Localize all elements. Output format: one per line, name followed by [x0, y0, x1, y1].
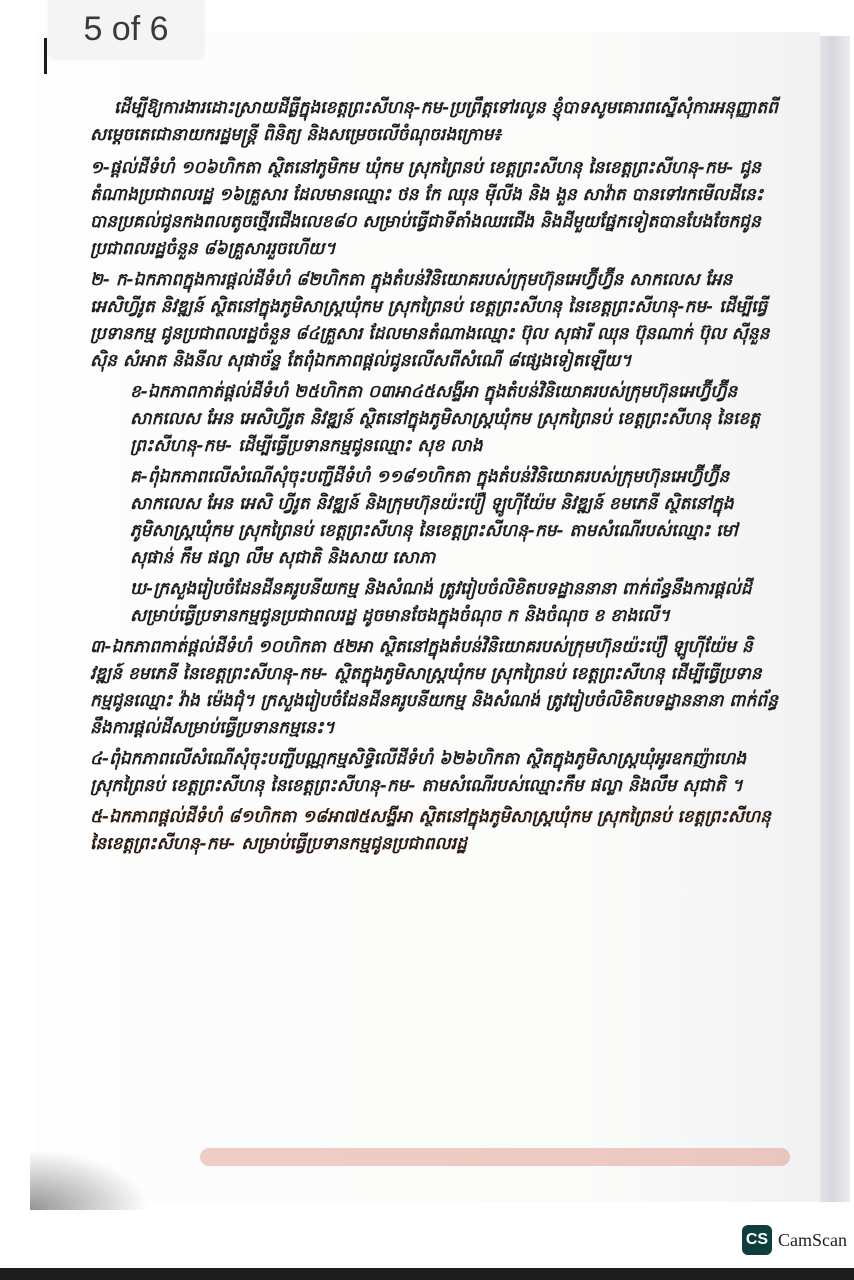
camscanner-name: CamScan: [778, 1229, 847, 1250]
page-counter-badge: [48, 0, 204, 58]
page-counter-text: 5 of 6: [83, 9, 169, 48]
item-4: ៤-ពុំឯកភាពលើសំណើសុំចុះបញ្ជីបណ្ណកម្មសិទ្ធិលើដីទំហំ ៦២៦ហិកតា ស្ថិតក្នុងភូមិសាស្ត្រឃុំអូរឧកញ៉ាហេង ស្រុកព្រៃនប់ ខេត្តព្រះសីហនុ នៃខេត្តព្រះសីហនុ-កម- តាមសំណើរបស់ឈ្មោះកឹម ផល្លា និងលឹម សុជាតិ ។: [90, 749, 747, 796]
camscanner-logo-icon: CS: [742, 1225, 772, 1255]
camscanner-watermark: [742, 1225, 847, 1255]
item-3: ៣-ឯកភាពកាត់ផ្តល់ដីទំហំ ១០ហិកតា ៥២អា ស្ថិតនៅក្នុងតំបន់វិនិយោគរបស់ក្រុមហ៊ុនយ៉ះប៉ឿ ឡូហ៊ីយ៉ែម និវឌ្ឍន៍ ខមភេនី នៃខេត្តព្រះសីហនុ-កម- ស្ថិតក្នុងភូមិសាស្ត្រឃុំកម ស្រុកព្រៃនប់ ខេត្តព្រះសីហនុ ដើម្បីធ្វើប្រទានកម្មជូនឈ្មោះ វ៉ាង ម៉េងជុំ។ ក្រសួងរៀបចំដែនដីនគរូបនីយកម្ម និងសំណង់ ត្រូវរៀបចំលិខិតបទដ្ឋាននានា ពាក់ព័ន្ធនឹងការផ្តល់ដីសម្រាប់ធ្វើប្រទានកម្មនេះ។: [90, 637, 778, 738]
intro-paragraph: ដើម្បីឱ្យការងារដោះស្រាយដីធ្លីក្នុងខេត្តព្រះសីហនុ-កម-ប្រព្រឹត្តទៅរលូន ខ្ញុំបាទសូមគោរពស្នើសុំការអនុញ្ញាតពី សម្តេចតេជោនាយករដ្ឋមន្ត្រី ពិនិត្យ និងសម្រេចលើចំណុចរងក្រោម៖: [90, 98, 778, 145]
page-edge: [820, 36, 850, 1202]
item-2d: ឃ-ក្រសួងរៀបចំដែនដីនគរូបនីយកម្ម និងសំណង់ ត្រូវរៀបចំលិខិតបទដ្ឋាននានា ពាក់ព័ន្ធនឹងការផ្តល់ដី សម្រាប់ធ្វើប្រទានកម្មជូនប្រជាពលរដ្ឋ ដូចមានចែងក្នុងចំណុច ក និងចំណុច ខ ខាងលើ។: [130, 579, 752, 626]
item-5: ៥-ឯកភាពផ្តល់ដីទំហំ ៨១ហិកតា ១៨អា៧៥សង្ទីអា ស្ថិតនៅក្នុងភូមិសាស្ត្រឃុំកម ស្រុកព្រៃនប់ ខេត្តព្រះសីហនុ នៃខេត្តព្រះសីហនុ-កម- សម្រាប់ធ្វើប្រទានកម្មជូនប្រជាពលរដ្ឋ: [90, 807, 771, 854]
margin-mark: [44, 38, 47, 74]
corner-shadow: [30, 1150, 150, 1210]
document-body: [90, 95, 780, 862]
bottom-bar: [0, 1268, 854, 1280]
item-1: ១-ផ្តល់ដីទំហំ ១០៦ហិកតា ស្ថិតនៅភូមិកម ឃុំកម ស្រុកព្រៃនប់ ខេត្តព្រះសីហនុ នៃខេត្តព្រះសីហនុ-កម- ជូនតំណាងប្រជាពលរដ្ឋ ១៦គ្រួសារ ដែលមានឈ្មោះ ថន កែ ឈុន ម៉ីលីង និង ងួន សាវ៉ាត បានទៅរកមើលដីនេះបានប្រគល់ជូនកងពលតូចថ្មើរជើងលេខ៨០ សម្រាប់ធ្វើជាទីតាំងឈរជើង និងដីមួយផ្នែកទៀតបានបែងចែកជូនប្រជាពលរដ្ឋចំនួន ៨៦គ្រួសាររួចហើយ។: [90, 158, 764, 259]
item-2b: ខ-ឯកភាពកាត់ផ្តល់ដីទំហំ ២៥ហិកតា ០៣អា៤៥សង្ទីអា ក្នុងតំបន់វិនិយោគរបស់ក្រុមហ៊ុនអេហ្វ៊ីហ្វ៊ីន សាកលេស អែន អេសិហ្វីរូត និវឌ្ឍន៍ ស្ថិតនៅក្នុងភូមិសាស្ត្រឃុំកម ស្រុកព្រៃនប់ ខេត្តព្រះសីហនុ នៃខេត្តព្រះសីហនុ-កម- ដើម្បីធ្វើប្រទានកម្មជូនឈ្មោះ សុខ លាង: [130, 382, 760, 456]
red-highlight-mark: [200, 1148, 790, 1166]
item-2a: ២- ក-ឯកភាពក្នុងការផ្តល់ដីទំហំ ៨២ហិកតា ក្នុងតំបន់វិនិយោគរបស់ក្រុមហ៊ុនអេហ្វ៊ីហ្វ៊ីន សាកលេស អែន អេសិហ្វីរូត និវឌ្ឍន៍ ស្ថិតនៅក្នុងភូមិសាស្ត្រឃុំកម ស្រុកព្រៃនប់ ខេត្តព្រះសីហនុ នៃខេត្តព្រះសីហនុ-កម- ដើម្បីធ្វើប្រទានកម្ម ជូនប្រជាពលរដ្ឋចំនួន ៨៤គ្រួសារ ដែលមានតំណាងឈ្មោះ ប៊ុល សុផារី ឈុន ប៊ុនណាក់ ប៊ុល ស៊ីនួន ស៊ិន សំអាត និងនីល សុផាច័ន្ទ តែពុំឯកភាពផ្តល់ជូនលើសពីសំណើ ៨ផ្សេងទៀតឡើយ។: [90, 270, 770, 371]
item-2c: គ-ពុំឯកភាពលើសំណើសុំចុះបញ្ជីដីទំហំ ១១៨១ហិកតា ក្នុងតំបន់វិនិយោគរបស់ក្រុមហ៊ុនអេហ្វ៊ីហ្វ៊ីន សាកលេស អែន អេសិ ហ្វីរូត និវឌ្ឍន៍ និងក្រុមហ៊ុនយ៉ះប៉ឿ ឡូហ៊ីយ៉ែម និវឌ្ឍន៍ ខមភេនី ស្ថិតនៅក្នុងភូមិសាស្ត្រឃុំកម ស្រុកព្រៃនប់ ខេត្តព្រះសីហនុ នៃខេត្តព្រះសីហនុ-កម- តាមសំណើរបស់ឈ្មោះ មៅ សុផាន់ កឹម ផល្លា លឹម សុជាតិ និងសាយ សោភា: [130, 467, 738, 568]
